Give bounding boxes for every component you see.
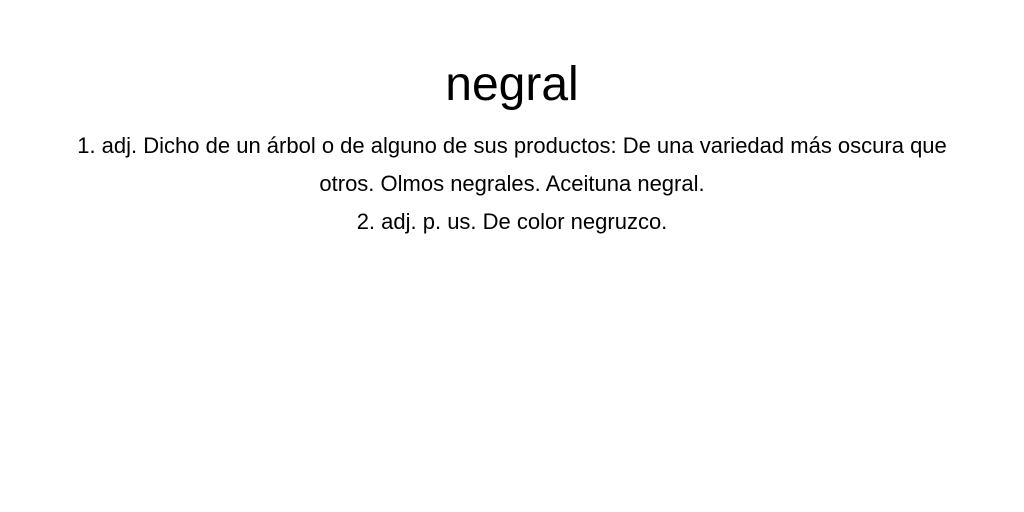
definition-item: 1. adj. Dicho de un árbol o de alguno de sus productos: De una variedad más oscura que otros. Olmos negrales. Aceituna negral.	[77, 133, 947, 196]
definition-list	[60, 127, 964, 241]
definition-item: 2. adj. p. us. De color negruzco.	[356, 209, 668, 234]
headword: negral	[445, 58, 579, 111]
